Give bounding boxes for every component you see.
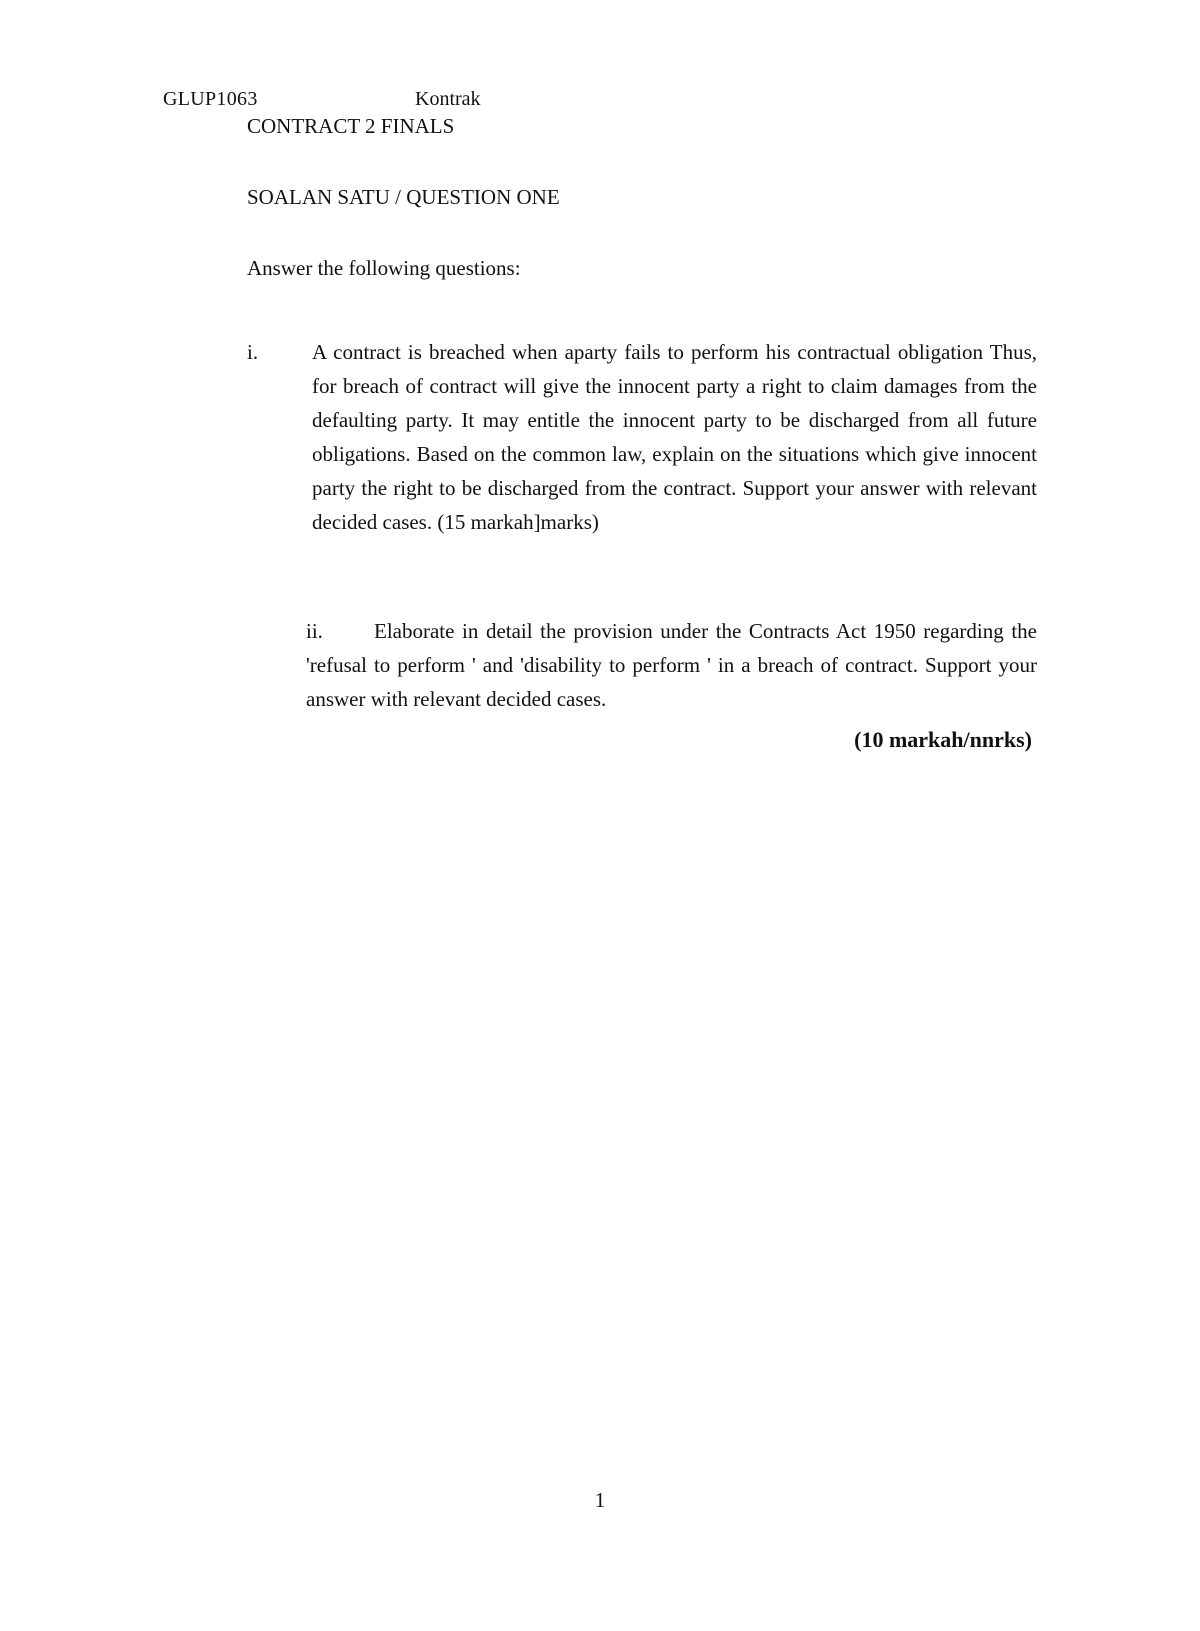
course-code: GLUP1063 — [163, 88, 258, 110]
question-2-marks: (10 markah/nnrks) — [854, 727, 1032, 752]
instruction-text: Answer the following questions: — [247, 256, 521, 280]
section-heading: SOALAN SATU / QUESTION ONE — [247, 185, 560, 209]
question-1-number: i. — [247, 340, 259, 364]
question-2 — [306, 614, 1037, 716]
question-2-number: ii. — [306, 619, 323, 643]
course-subject: Kontrak — [415, 88, 481, 110]
page-number: 1 — [594, 1488, 606, 1512]
question-2-text: Elaborate in detail the provision under the Contracts Act 1950 regarding the 'refusal to perform ' and 'disability to perform ' in a breach of contract. Support your answer with relevant decided cases. — [306, 619, 1037, 711]
document-title: CONTRACT 2 FINALS — [247, 114, 455, 138]
question-1-text: A contract is breached when aparty fails to perform his contractual obligation Thus, for breach of contract will give the innocent party a right to claim damages from the defaulting party. It may entitle the innocent party to be discharged from all future obligations. Based on the common law, explain on the situations which give innocent party the right to be discharged from the contract. Support your answer with relevant decided cases. (15 markah]marks) — [312, 340, 1037, 534]
